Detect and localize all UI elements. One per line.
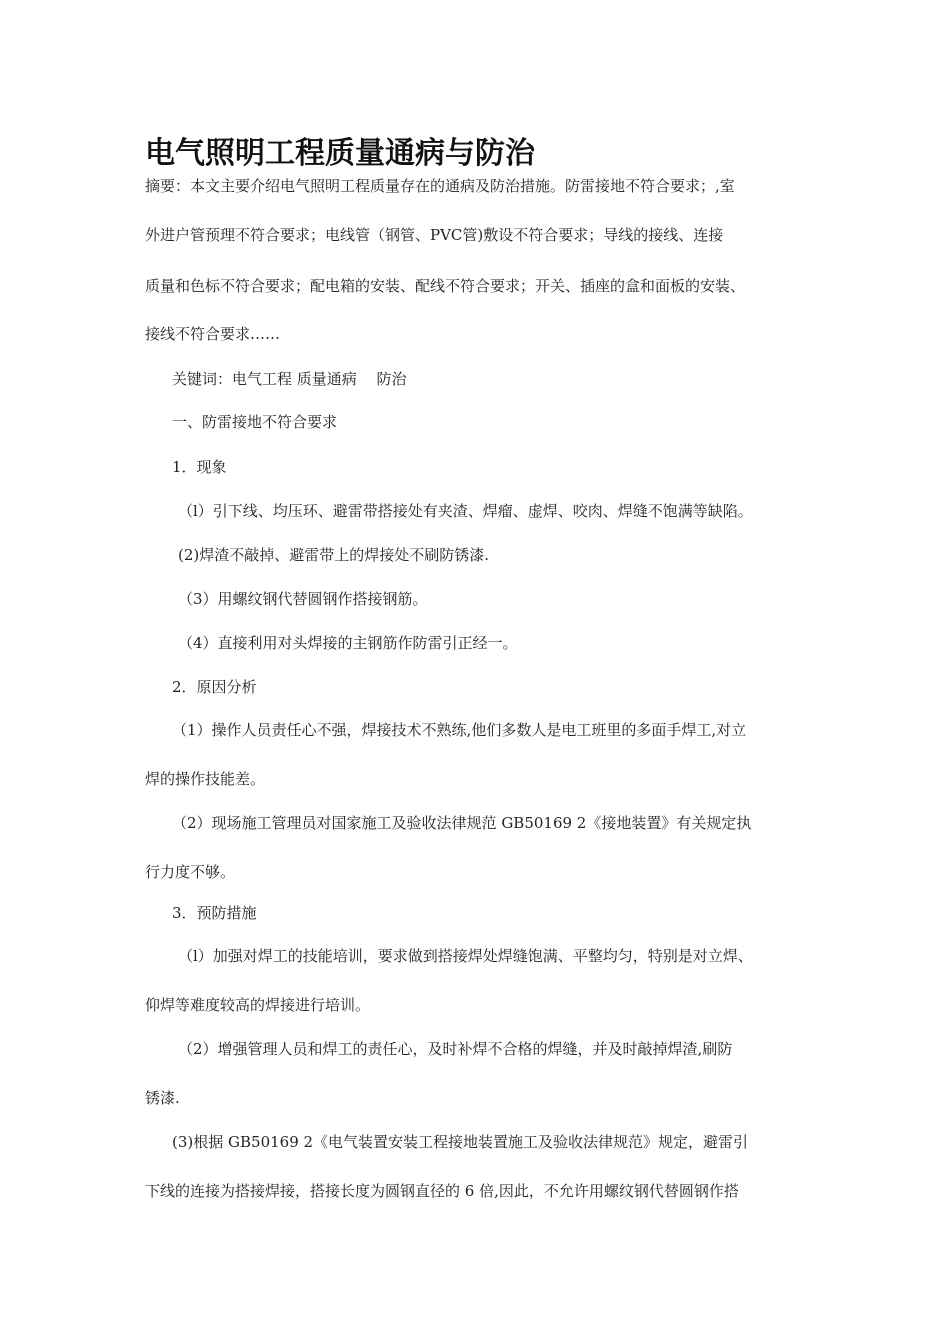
list-item: （4）直接利用对头焊接的主钢筋作防雷引正经一。: [178, 634, 518, 652]
list-item: (2)焊渣不敲掉、避雷带上的焊接处不刷防锈漆.: [178, 546, 490, 564]
paragraph-line: （2）增强管理人员和焊工的责任心，及时补焊不合格的焊缝，并及时敲掉焊渣,刷防: [178, 1040, 733, 1058]
paragraph-line: 仰焊等难度较高的焊接进行培训。: [145, 996, 371, 1014]
paragraph-line: 行力度不够。: [145, 863, 236, 881]
section-heading: 一、防雷接地不符合要求: [172, 413, 338, 431]
abstract-line: 质量和色标不符合要求；配电箱的安装、配线不符合要求；开关、插座的盒和面板的安装、: [145, 277, 746, 295]
abstract-line: 外进户管预理不符合要求；电线管（钢管、PVC管)敷设不符合要求；导线的接线、连接: [145, 226, 724, 244]
paragraph-line: (3)根据 GB50169 2《电气装置安装工程接地装置施工及验收法律规范》规定，避雷引: [172, 1133, 749, 1151]
paragraph-line: （1）操作人员责任心不强，焊接技术不熟练,他们多数人是电工班里的多面手焊工,对立: [172, 721, 747, 739]
subsection-heading: 3．预防措施: [172, 904, 257, 922]
list-item: （3）用螺纹钢代替圆钢作搭接钢筋。: [178, 590, 428, 608]
paragraph-line: （l）加强对焊工的技能培训，要求做到搭接焊处焊缝饱满、平整均匀，特别是对立焊、: [178, 947, 753, 965]
subsection-heading: 2．原因分析: [172, 678, 257, 696]
document-title: 电气照明工程质量通病与防治: [145, 136, 535, 171]
subsection-heading: 1．现象: [172, 458, 227, 476]
paragraph-line: 焊的操作技能差。: [145, 770, 266, 788]
paragraph-line: （2）现场施工管理员对国家施工及验收法律规范 GB50169 2《接地装置》有关规定执: [172, 814, 752, 832]
abstract-line: 摘要：本文主要介绍电气照明工程质量存在的通病及防治措施。防雷接地不符合要求；,室: [145, 177, 735, 195]
list-item: （l）引下线、均压环、避雷带搭接处有夹渣、焊瘤、虚焊、咬肉、焊缝不饱满等缺陷。: [178, 502, 753, 520]
paragraph-line: 下线的连接为搭接焊接，搭接长度为圆钢直径的 6 倍,因此，不允许用螺纹钢代替圆钢作搭: [145, 1182, 739, 1200]
paragraph-line: 锈漆.: [145, 1089, 180, 1107]
abstract-line: 接线不符合要求……: [145, 325, 281, 343]
keywords: 关键词：电气工程 质量通病 防治: [172, 370, 407, 388]
